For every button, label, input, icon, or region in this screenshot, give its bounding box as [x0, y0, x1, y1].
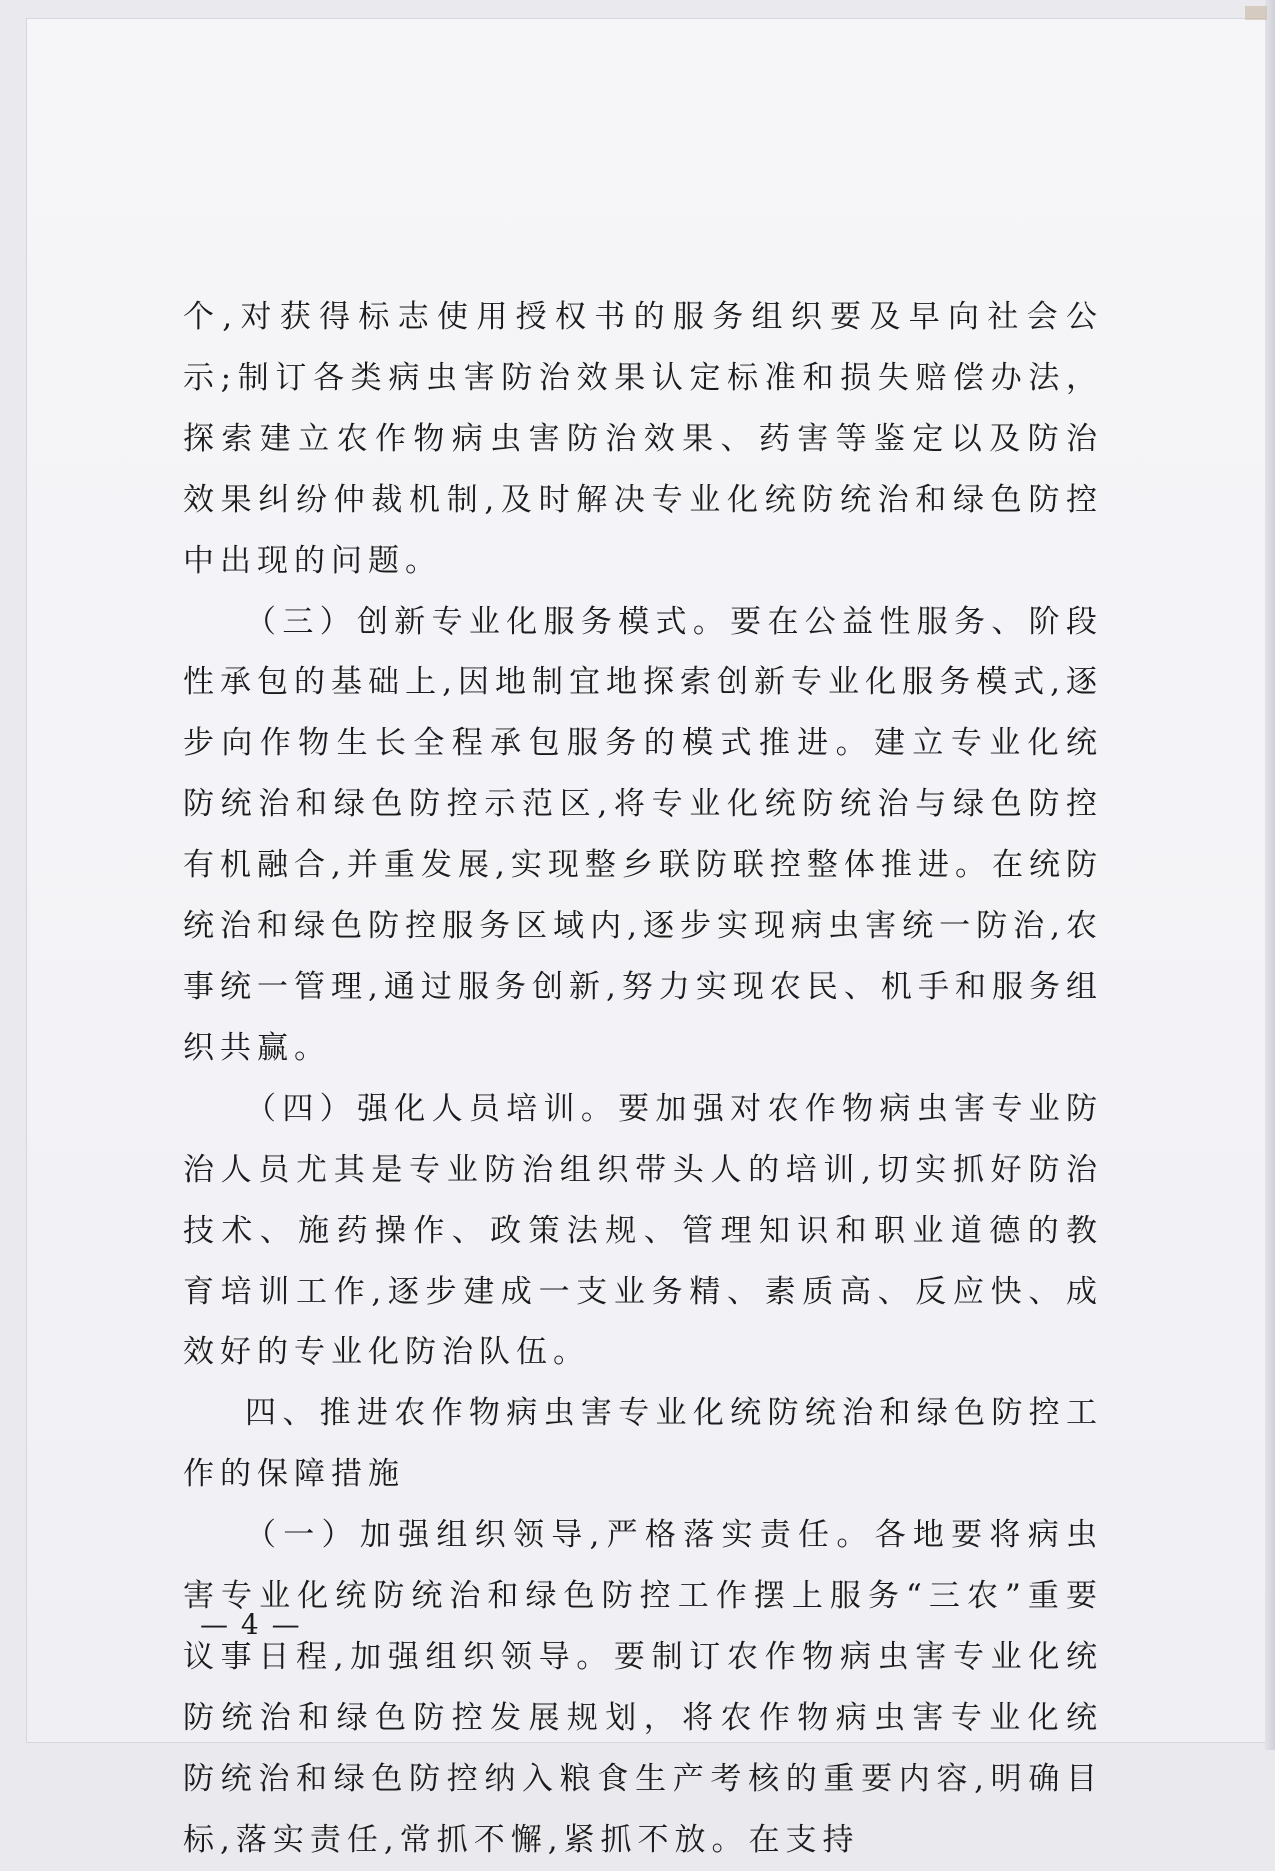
scan-corner-mark	[1245, 6, 1267, 20]
page-number: — 4 —	[200, 1608, 302, 1641]
document-body	[183, 287, 1103, 1871]
paragraph: 个,对获得标志使用授权书的服务组织要及早向社会公示;制订各类病虫害防治效果认定标准和损失赔偿办法，探索建立农作物病虫害防治效果、药害等鉴定以及防治效果纠纷仲裁机制,及时解决专业化统防统治和绿色防控中出现的问题。	[183, 299, 1103, 579]
paragraph: （三）创新专业化服务模式。要在公益性服务、阶段性承包的基础上,因地制宜地探索创新专业化服务模式,逐步向作物生长全程承包服务的模式推进。建立专业化统防统治和绿色防控示范区,将专业化统防统治与绿色防控有机融合,并重发展,实现整乡联防联控整体推进。在统防统治和绿色防控服务区域内,逐步实现病虫害统一防治,农事统一管理,通过服务创新,努力实现农民、机手和服务组织共赢。	[183, 603, 1103, 1066]
section-heading: 四、推进农作物病虫害专业化统防统治和绿色防控工作的保障措施	[183, 1395, 1103, 1493]
paragraph: （一）加强组织领导,严格落实责任。各地要将病虫害专业化统防统治和绿色防控工作摆上服务“三农”重要议事日程,加强组织领导。要制订农作物病虫害专业化统防统治和绿色防控发展规划，将农作物病虫害专业化统防统治和绿色防控纳入粮食生产考核的重要内容,明确目标,落实责任,常抓不懈,紧抓不放。在支持	[183, 1517, 1103, 1858]
scan-edge	[1265, 0, 1275, 1750]
paragraph: （四）强化人员培训。要加强对农作物病虫害专业防治人员尤其是专业防治组织带头人的培训,切实抓好防治技术、施药操作、政策法规、管理知识和职业道德的教育培训工作,逐步建成一支业务精、素质高、反应快、成效好的专业化防治队伍。	[183, 1090, 1103, 1371]
